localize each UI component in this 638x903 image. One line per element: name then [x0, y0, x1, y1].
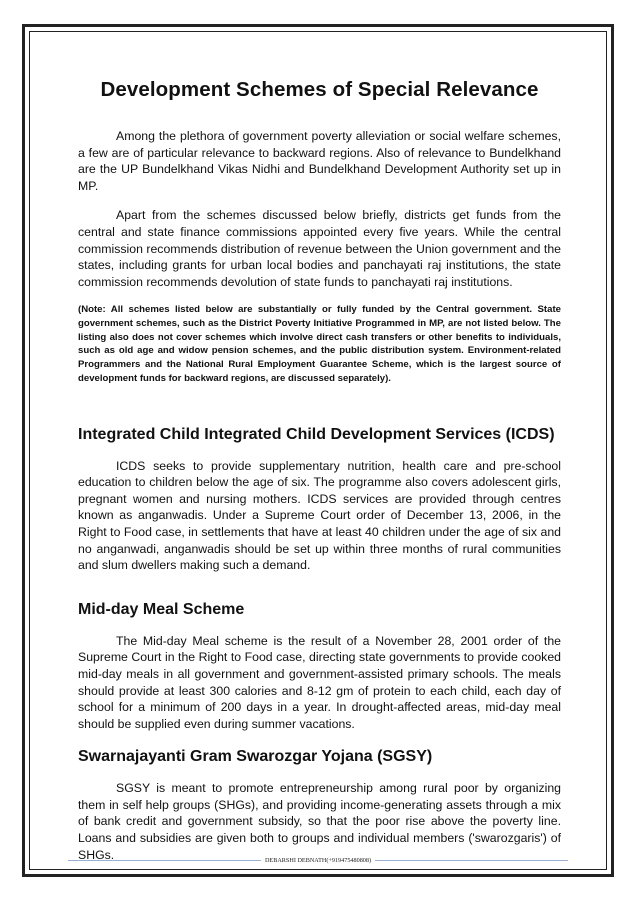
note-paragraph: (Note: All schemes listed below are substantially or fully funded by the Central government. State government schemes, such as the District Poverty Initiative Programmed in MP, are not listed below. The listing also does not cover schemes which involve direct cash transfers or other benefits to individuals, such as old age and widow pension schemes, and the public distribution system. Environment-related Programmers and the National Rural Employment Guarantee Scheme, which is the largest source of development funds for backward regions, are discussed separately).: [78, 304, 561, 384]
footer-rule-left: [68, 860, 261, 861]
document-body: [78, 78, 561, 876]
section-heading-icds: Integrated Child Integrated Child Development Services (ICDS): [78, 425, 555, 443]
section-heading-midday-meal: Mid-day Meal Scheme: [78, 600, 245, 618]
page-title: Development Schemes of Special Relevance: [100, 78, 539, 101]
intro-paragraph-2: Apart from the schemes discussed below briefly, districts get funds from the central and state finance commissions appointed every five years. While the central commission recommends distribution of revenue between the Union government and the states, including grants for urban local bodies and panchayati raj institutions, the state commission recommends devolution of state funds to panchayati raj institutions.: [78, 208, 561, 289]
intro-paragraph-1: Among the plethora of government poverty alleviation or social welfare schemes, a few are of particular relevance to backward regions. Also of relevance to Bundelkhand are the UP Bundelkhand Vikas Nidhi and Bundelkhand Development Authority set up in MP.: [78, 129, 561, 193]
page-footer: [68, 857, 568, 864]
section-body-icds: ICDS seeks to provide supplementary nutrition, health care and pre-school education to children below the age of six. The programme also covers adolescent girls, pregnant women and nursing mothers. ICDS services are provided through centres known as anganwadis. Under a Supreme Court order of December 13, 2006, in the Right to Food case, in settlements that have at least 40 children under the age of six and no anganwadi, anganwadis should be set up within three months of rural communities and slum dwellers making such a demand.: [78, 458, 561, 573]
footer-text: DEBARSHI DEBNATH(+919475480808): [264, 857, 372, 864]
section-heading-sgsy: Swarnajayanti Gram Swarozgar Yojana (SGSY): [78, 748, 433, 766]
section-body-sgsy: SGSY is meant to promote entrepreneurship among rural poor by organizing them in self help groups (SHGs), and providing income-generating assets through a mix of bank credit and government subsidy, so that the poor rise above the poverty line. Loans and subsidies are given both to groups and individual members ('swarozgaris') of SHGs.: [78, 781, 561, 862]
section-body-midday-meal: The Mid-day Meal scheme is the result of a November 28, 2001 order of the Supreme Court in the Right to Food case, directing state governments to provide cooked mid-day meals in all government and government-assisted primary schools. The meals should provide at least 300 calories and 8-12 gm of protein to each child, each day of school for a minimum of 200 days in a year. In drought-affected areas, mid-day meal should be supplied even during summer vacations.: [78, 633, 561, 731]
footer-rule-right: [375, 860, 568, 861]
